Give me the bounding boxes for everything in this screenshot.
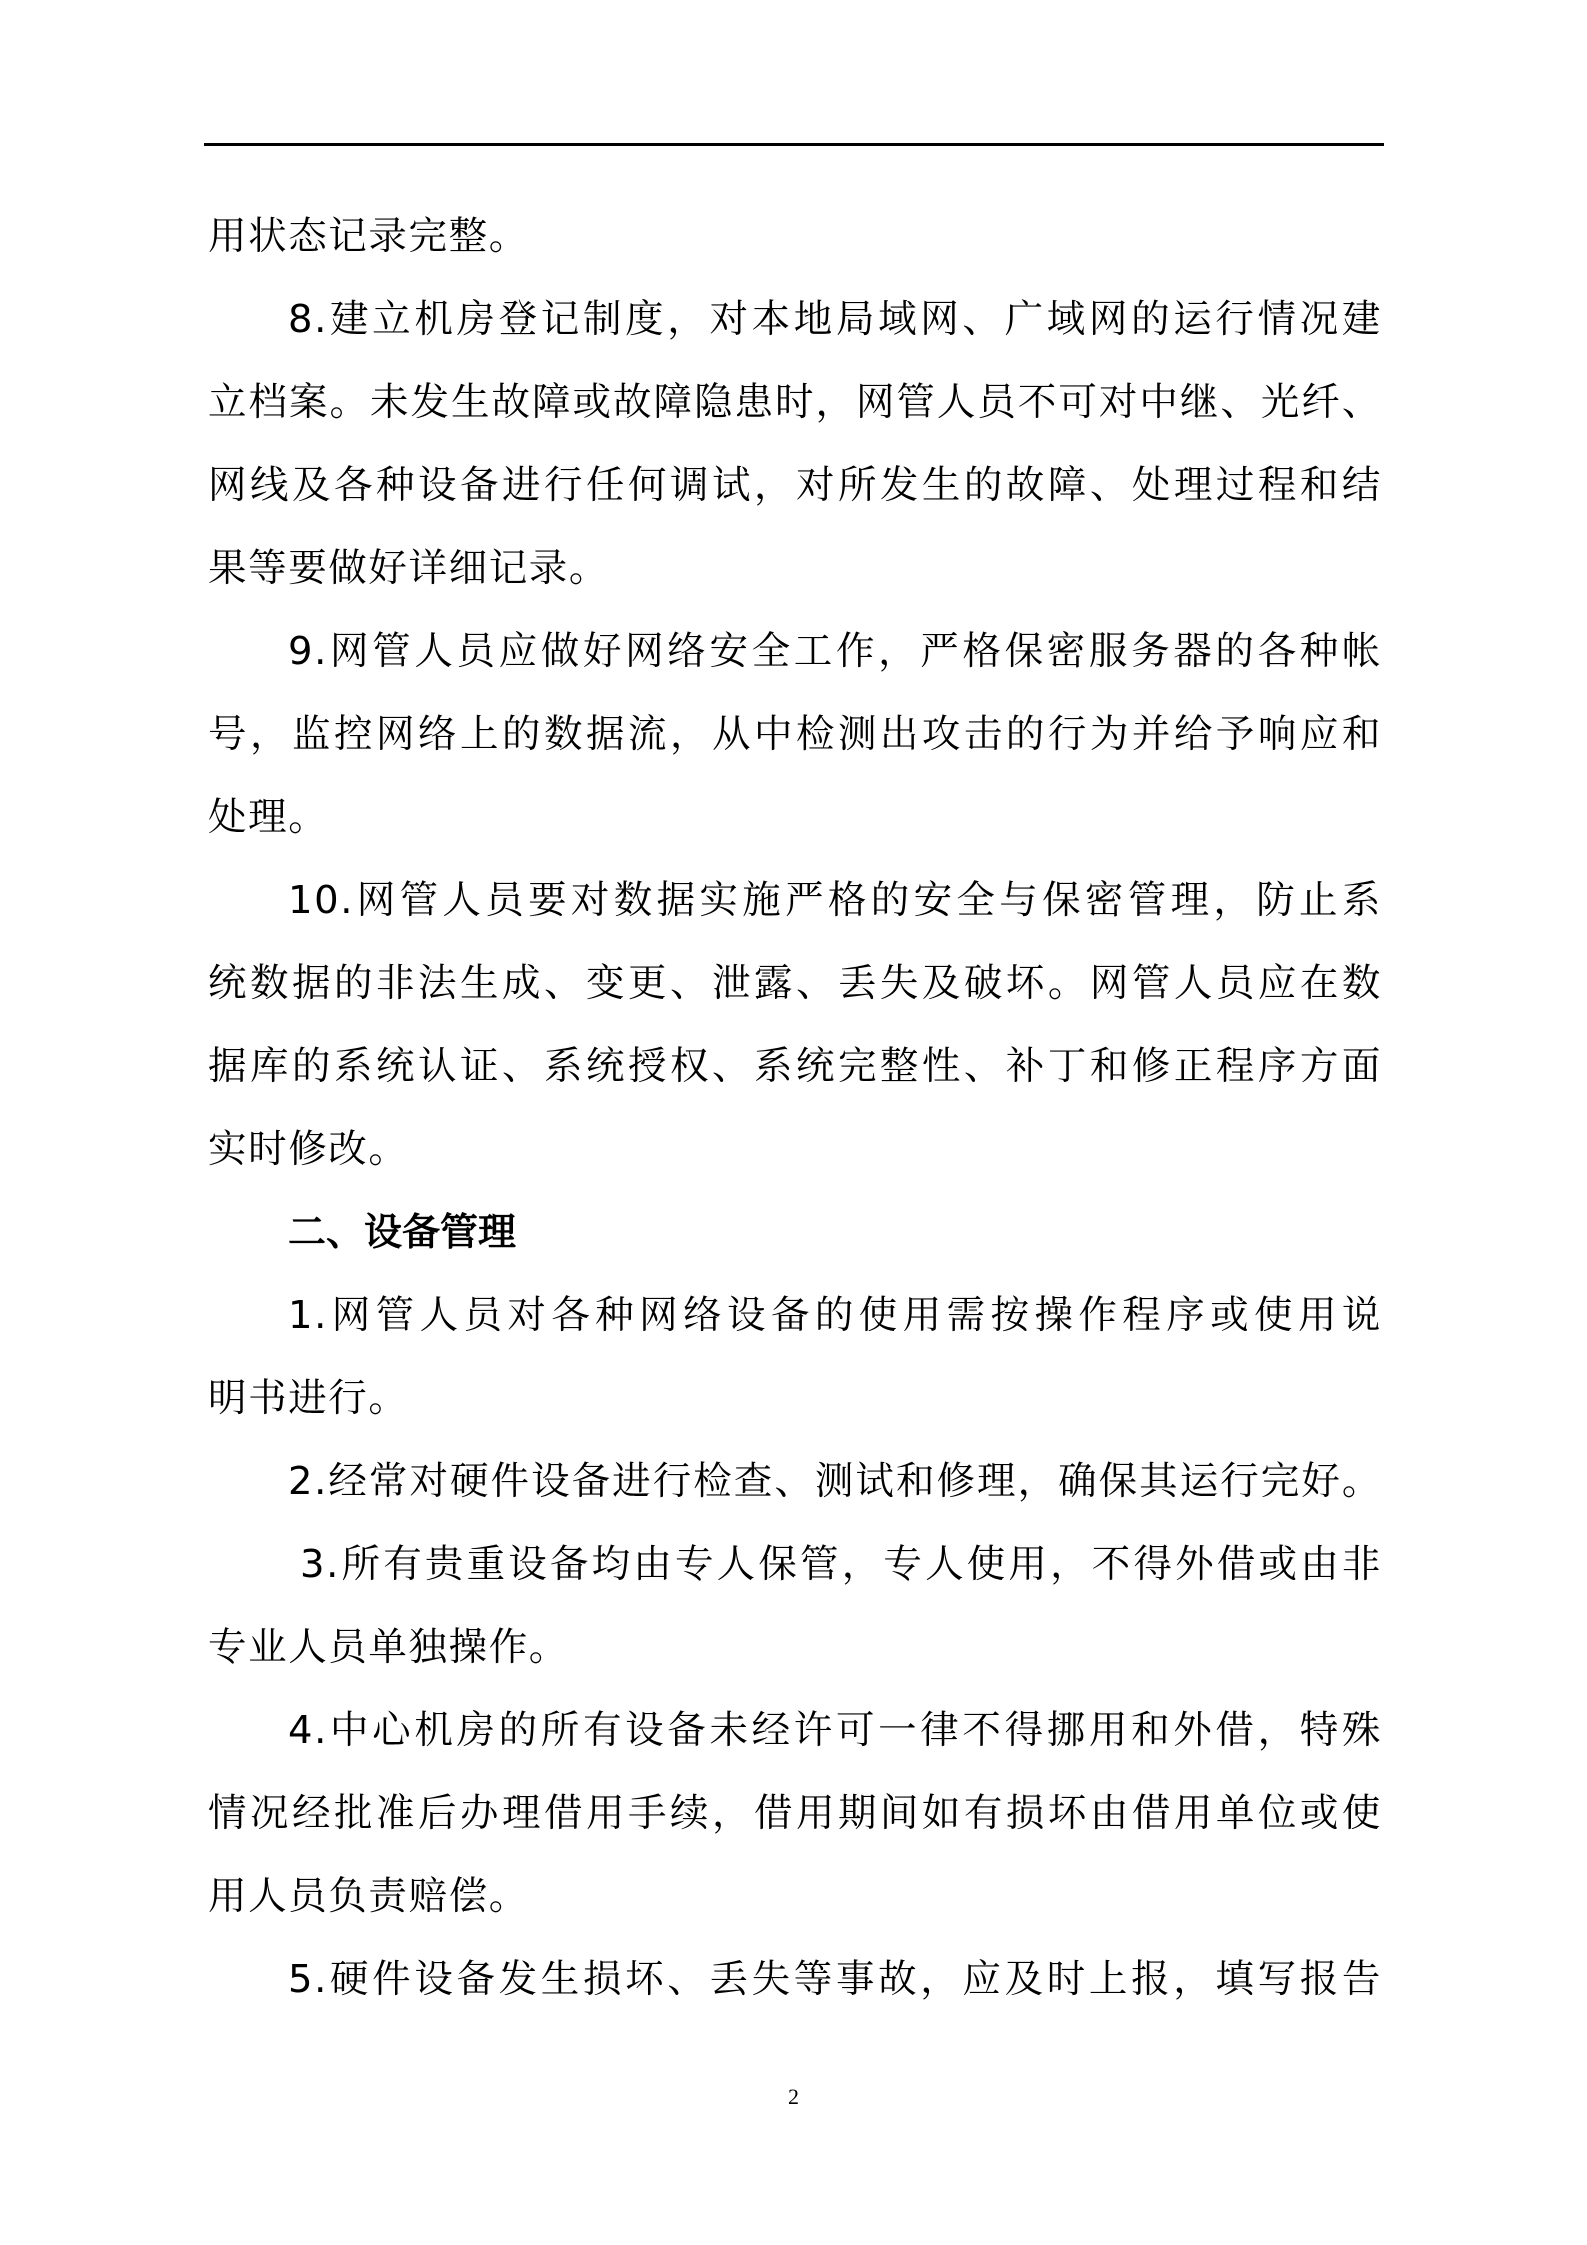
paragraph-line: 统数据的非法生成、变更、泄露、丢失及破坏。网管人员应在数: [208, 961, 1382, 1006]
paragraph-line-item-1: 1.网管人员对各种网络设备的使用需按操作程序或使用说: [288, 1293, 1382, 1338]
paragraph-line: 专业人员单独操作。: [208, 1625, 569, 1670]
section-heading: 二、设备管理: [288, 1210, 517, 1254]
paragraph-line-item-5: 5.硬件设备发生损坏、丢失等事故，应及时上报，填写报告: [288, 1957, 1382, 2002]
paragraph-line: 明书进行。: [208, 1376, 409, 1421]
paragraph-line: 据库的系统认证、系统授权、系统完整性、补丁和修正程序方面: [208, 1044, 1382, 1089]
paragraph-line-item-2: 2.经常对硬件设备进行检查、测试和修理，确保其运行完好。: [288, 1459, 1382, 1504]
header-rule: [204, 143, 1384, 146]
paragraph-line: 实时修改。: [208, 1127, 409, 1172]
document-body: [208, 195, 1382, 2021]
paragraph-line: 网线及各种设备进行任何调试，对所发生的故障、处理过程和结: [208, 463, 1382, 508]
page-number: 2: [788, 2084, 799, 2109]
paragraph-line-item-9: 9.网管人员应做好网络安全工作，严格保密服务器的各种帐: [288, 629, 1382, 674]
paragraph-line: 号，监控网络上的数据流，从中检测出攻击的行为并给予响应和: [208, 712, 1382, 757]
paragraph-line-item-3: 3.所有贵重设备均由专人保管，专人使用，不得外借或由非: [300, 1542, 1382, 1587]
paragraph-line: 处理。: [208, 795, 329, 840]
paragraph-line-item-8: 8.建立机房登记制度，对本地局域网、广域网的运行情况建: [288, 297, 1382, 342]
paragraph-line-item-10: 10.网管人员要对数据实施严格的安全与保密管理，防止系: [288, 878, 1382, 923]
paragraph-line: 果等要做好详细记录。: [208, 546, 610, 591]
paragraph-line: 立档案。未发生故障或故障隐患时，网管人员不可对中继、光纤、: [208, 380, 1382, 425]
paragraph-line: 用状态记录完整。: [208, 214, 529, 259]
paragraph-line: 用人员负责赔偿。: [208, 1874, 529, 1919]
paragraph-line: 情况经批准后办理借用手续，借用期间如有损坏由借用单位或使: [208, 1791, 1382, 1836]
paragraph-line-item-4: 4.中心机房的所有设备未经许可一律不得挪用和外借，特殊: [288, 1708, 1382, 1753]
